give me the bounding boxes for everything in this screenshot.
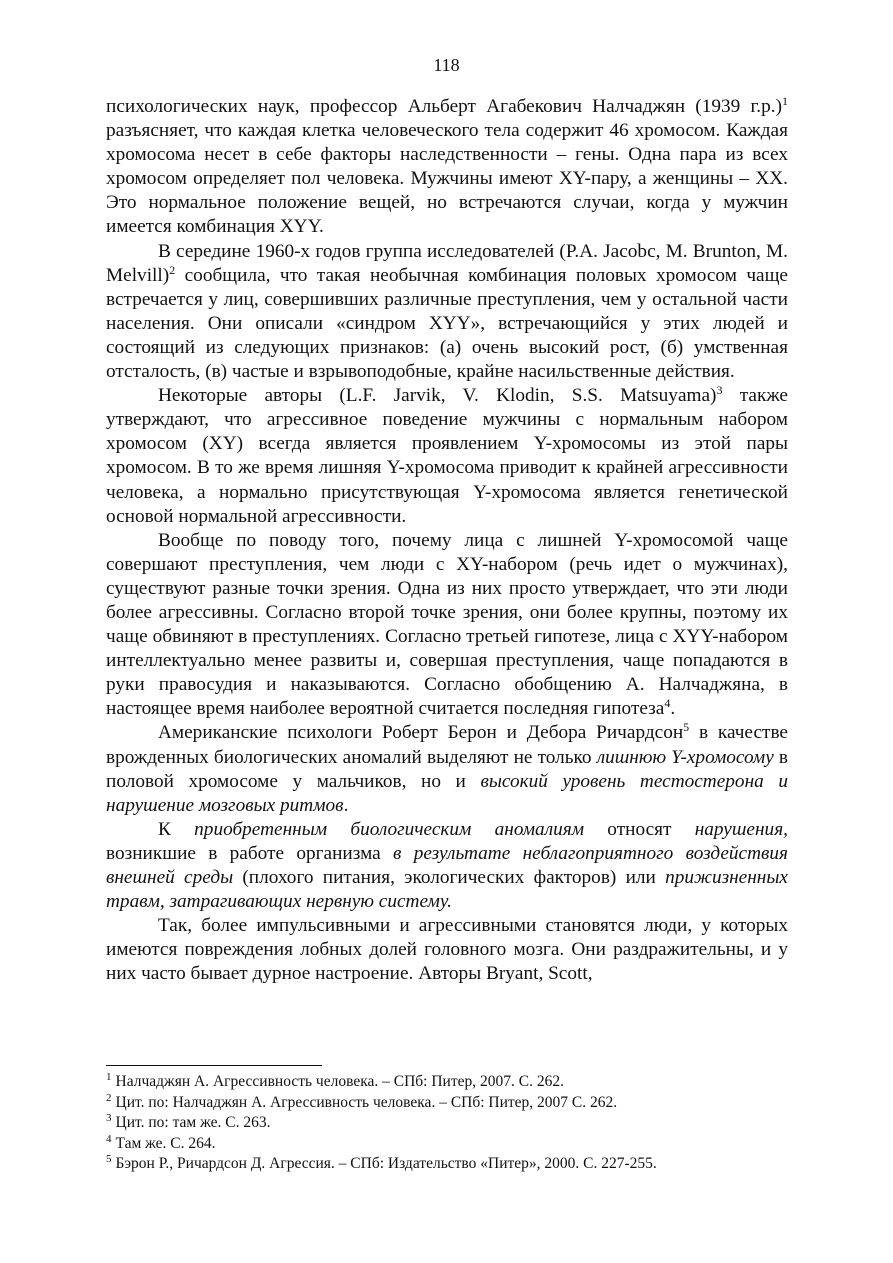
footnote-number: 2 [106,1091,112,1104]
footnote-ref: 3 [716,383,723,398]
footnote [106,1072,788,1093]
paragraph [106,384,788,529]
footnote [106,1154,788,1175]
footnote-number: 1 [106,1071,112,1083]
paragraph [106,529,788,722]
italic-text: нарушения, [694,818,788,840]
footnote-ref: 2 [169,262,176,277]
text-run: . [670,698,676,720]
italic-text: прижизненных травм, затрагивающих нервную систему. [106,867,788,913]
paragraph [106,95,788,240]
footnote-number: 4 [106,1132,112,1145]
text-run: психологических наук, профессор Альберт Агабекович Налчаджян (1939 г.р.) [106,96,782,117]
text-run: разъясняет, что каждая клетка человеческого тела содержит 46 хромосом. Каждая хромосома несет в себе факторы наследственности – гены. Одна пара из всех хромосом определяет пол человека. Мужчины имеют XY-пару, а женщины – XX. Это нормальное положение вещей, но встречаются случаи, когда у мужчин имеется комбинация XYY. [106,120,788,238]
footnotes [106,1072,788,1175]
footnote-ref: 5 [683,720,690,735]
paragraph [106,721,788,817]
footnote-text: Цит. по: Налчаджян А. Агрессивность человека. – СПб: Питер, 2007 С. 262. [115,1093,618,1111]
footnote-number: 3 [106,1112,112,1124]
footnote-ref: 4 [664,696,671,711]
text-run: (плохого питания, экологических факторов) или [233,867,666,888]
text-run: в половой хромосоме у мальчиков, но и [106,746,788,792]
text-run: в качестве врожденных биологических аномалий выделяют не только [106,722,788,768]
footnote-text: Там же. С. 264. [115,1134,216,1152]
text-run: также утверждают, что агрессивное поведение мужчины с нормальным набором хромосом (XY) всегда является проявлением Y-хромосомы из этой пары хромосом. В то же время лишняя Y-хромосома приводит к крайней агрессивности человека, а нормально присутствующая Y-хромосома является генетической основой нормальной агрессивности. [106,385,788,527]
paragraph [106,818,788,914]
text-run: относят [584,818,695,840]
text-run: Американские психологи Роберт Берон и Дебора Ричардсон [158,722,684,744]
footnote [106,1093,788,1114]
footnote-ref: 1 [782,94,788,108]
italic-text: лишнюю Y-хромосому [596,746,774,768]
text-run: В середине 1960-х годов группа исследователей (P.A. Jacobc, M. Brunton, M. Melvill) [106,240,788,286]
footnote-divider [106,1065,322,1066]
text-run: . [343,794,349,816]
footnote-text: Налчаджян А. Агрессивность человека. – СПб: Питер, 2007. С. 262. [115,1073,564,1090]
text-run: Так, более импульсивными и агрессивными становятся люди, у которых имеются повреждения лобных долей головного мозга. Они раздражительны, и у них часто бывает дурное настроение. Авторы Bryant, Scott, [106,915,788,985]
italic-text: приобретенным биологическим аномалиям [194,818,585,840]
text-run: возникшие в работе организма [106,842,394,864]
body-text [106,95,788,986]
footnote-text: Бэрон Р., Ричардсон Д. Агрессия. – СПб: Издательство «Питер», 2000. С. 227-255. [115,1155,657,1172]
text-run: сообщила, что такая необычная комбинация половых хромосом чаще встречается у лиц, совершивших различные преступления, чем у остальной части населения. Они описали «синдром XYY», встречающийся у этих людей и состоящий из следующих признаков: (а) очень высокий рост, (б) умственная отсталость, (в) частые и взрывоподобные, крайне насильственные действия. [106,264,788,383]
text-run: Вообще по поводу того, почему лица с лишней Y-хромосомой чаще совершают преступления, чем люди с XY-набором (речь идет о мужчинах), существуют разные точки зрения. Одна из них просто утверждает, что эти люди более агрессивны. Согласно второй точке зрения, они более крупны, поэтому их чаще обвиняют в преступлениях. Согласно третьей гипотезе, лица с XYY-набором интеллектуально менее развиты и, совершая преступления, чаще попадаются в руки правосудия и наказываются. Согласно обобщению А. Налчаджяна, в настоящее время наиболее вероятной считается последняя гипотеза [106,529,788,720]
italic-text: высокий уровень тестостерона и нарушение мозговых ритмов [106,770,788,816]
italic-text: в результате неблагоприятного воздействия внешней среды [106,842,788,888]
footnote-text: Цит. по: там же. С. 263. [115,1114,271,1131]
text-run: Некоторые авторы (L.F. Jarvik, V. Klodin, S.S. Matsuyama) [158,385,717,407]
paragraph [106,240,788,385]
footnote-number: 5 [106,1153,112,1165]
text-run: К [158,818,195,840]
footnote [106,1113,788,1134]
page-number: 118 [433,55,460,75]
paragraph [106,914,788,986]
footnote [106,1134,788,1155]
